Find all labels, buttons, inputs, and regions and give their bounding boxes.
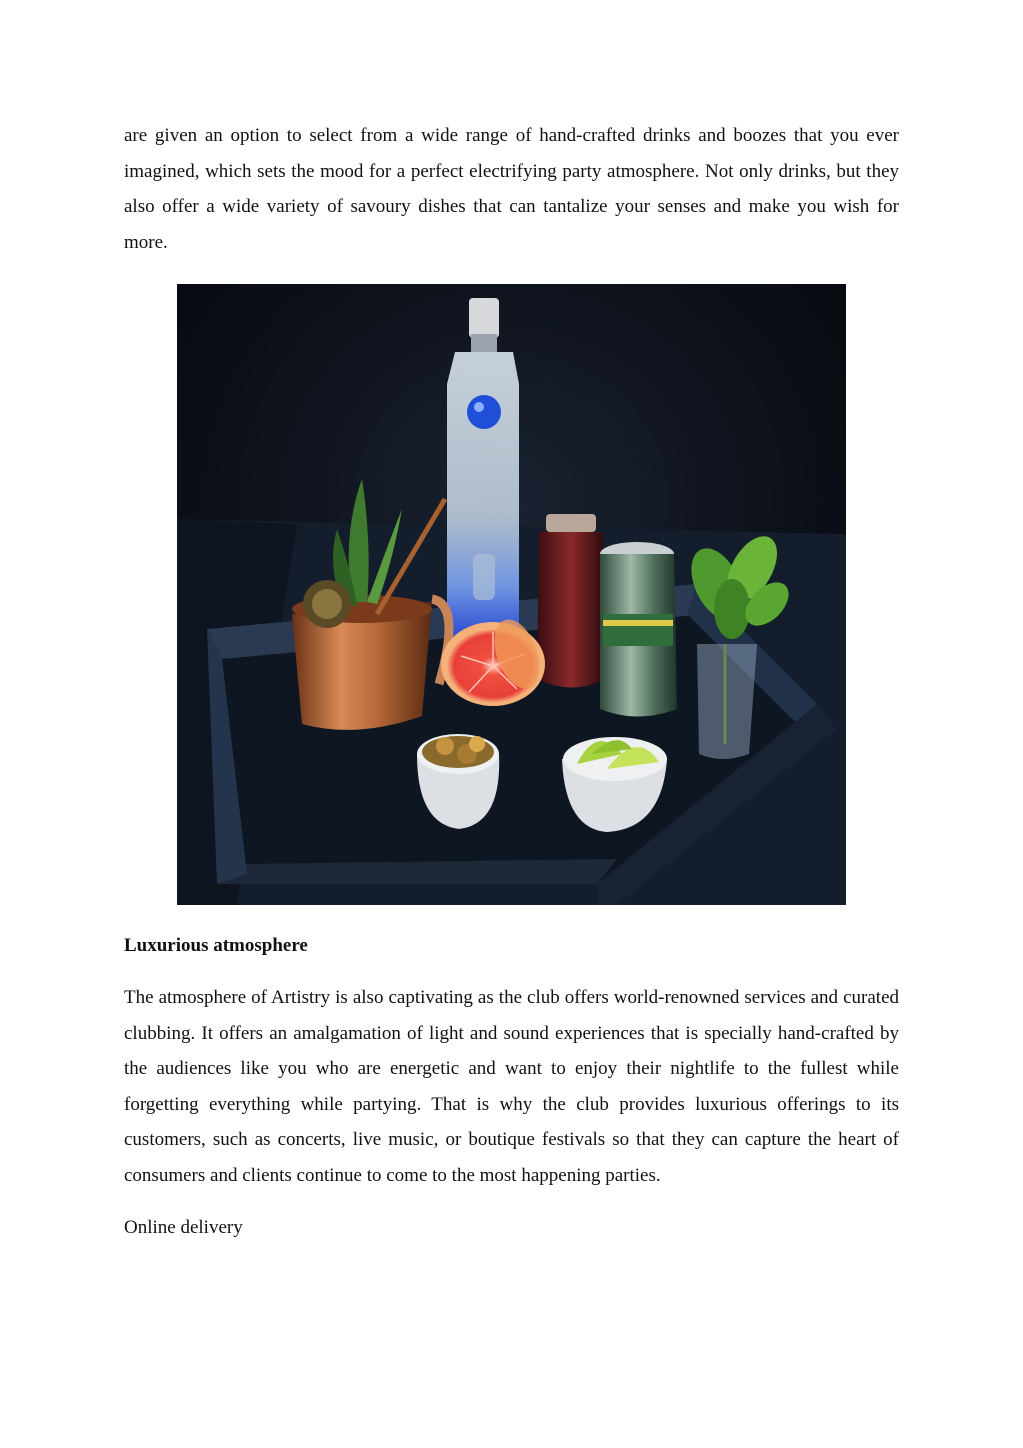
section-heading-luxurious-atmosphere: Luxurious atmosphere [124,935,308,956]
section-heading-online-delivery: Online delivery [124,1217,243,1238]
drinks-tray-photo [177,284,846,905]
beer-can [600,542,677,717]
juice-jar [537,514,605,688]
atmosphere-paragraph: The atmosphere of Artistry is also captivating as the club offers world-renowned services and curated clubbing. It offers an amalgamation of light and sound experiences that is specially hand-crafted by the audiences like you who are energetic and want to enjoy their nightlife to the fullest while forgetting everything while partying. That is why the club provides luxurious offerings to its customers, such as concerts, live music, or boutique festivals so that they can capture the heart of consumers and clients continue to come to the most happening parties. [124,987,899,1186]
intro-paragraph: are given an option to select from a wide range of hand-crafted drinks and boozes that you ever imagined, which sets the mood for a perfect electrifying party atmosphere. Not only drinks, but they also offer a wide variety of savoury dishes that can tantalize your senses and make you wish for more. [124,125,899,253]
